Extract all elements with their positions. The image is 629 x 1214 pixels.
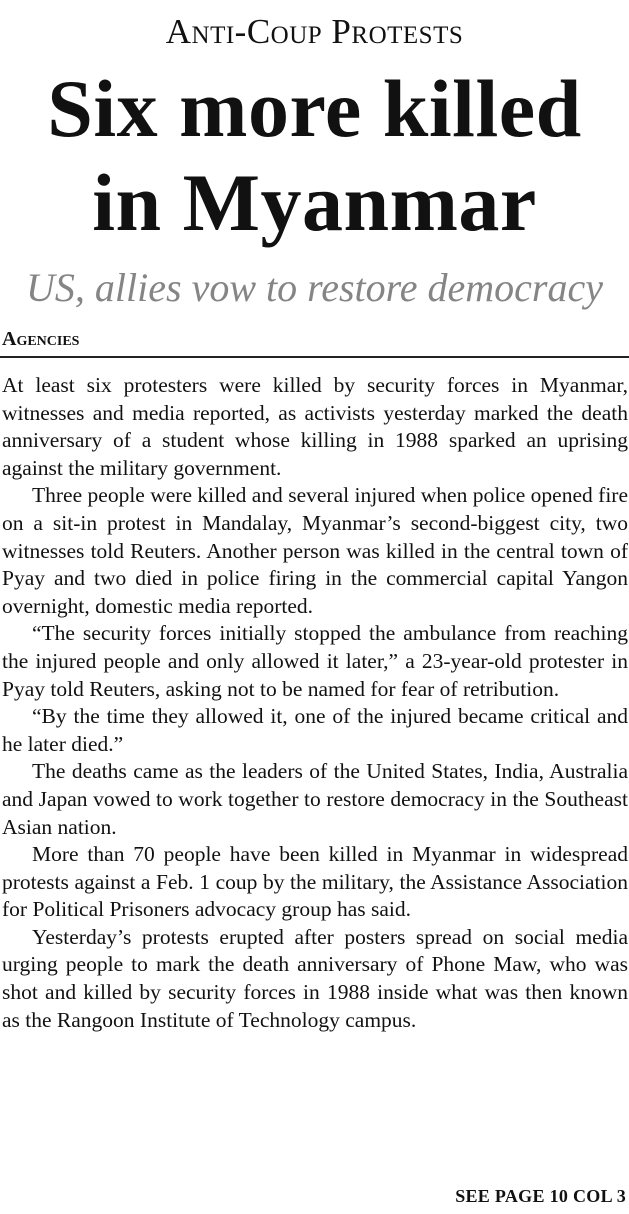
body-paragraph-7: Yesterday’s protests erupted after posters spread on social media urging people to mark the death anniversary of Phone Maw, who was shot and killed by security forces in 1988 inside what was then known as the Rangoon Institute of Technology campus. <box>2 924 628 1032</box>
continuation-jump-line: SEE PAGE 10 COL 3 <box>455 1186 626 1206</box>
body-paragraph-4: “By the time they allowed it, one of the injured became critical and he later died.” <box>2 704 628 756</box>
body-paragraph-2: Three people were killed and several injured when police opened fire on a sit-in protest in Mandalay, Myanmar’s second-biggest city, two witnesses told Reuters. Another person was killed in the central town of Pyay and two died in police firing in the commercial capital Yangon overnight, domestic media reported. <box>2 483 628 618</box>
headline-line-2: in Myanmar <box>92 157 537 248</box>
article-kicker: Anti-Coup Protests <box>165 12 464 51</box>
headline-line-1: Six more killed <box>47 63 582 154</box>
body-paragraph-5: The deaths came as the leaders of the United States, India, Australia and Japan vowed to work together to restore democracy in the Southeast Asian nation. <box>2 759 628 839</box>
body-paragraph-1: At least six protesters were killed by security forces in Myanmar, witnesses and media reported, as activists yesterday marked the death anniversary of a student whose killing in 1988 sparked an uprising against the military government. <box>2 373 628 480</box>
article-headline <box>0 62 629 250</box>
body-paragraph-6: More than 70 people have been killed in Myanmar in widespread protests against a Feb. 1 coup by the military, the Assistance Association for Political Prisoners advocacy group has said. <box>2 842 628 922</box>
article-body <box>2 372 628 1034</box>
byline-divider <box>0 356 629 358</box>
article-subheadline: US, allies vow to restore democracy <box>26 265 603 310</box>
body-paragraph-3: “The security forces initially stopped the ambulance from reaching the injured people and only allowed it later,” a 23-year-old protester in Pyay told Reuters, asking not to be named for fear of retribution. <box>2 621 628 701</box>
article-byline: Agencies <box>2 328 80 350</box>
